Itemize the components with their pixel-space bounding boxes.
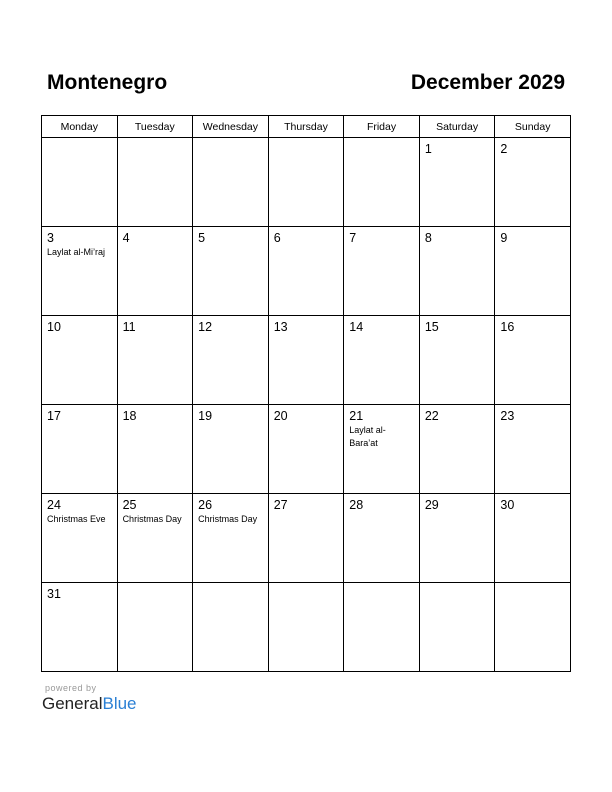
week-row <box>42 494 571 583</box>
day-number: 28 <box>349 498 364 512</box>
day-cell <box>419 227 495 316</box>
day-number: 19 <box>198 409 213 423</box>
day-cell <box>495 138 571 227</box>
day-cell <box>117 316 193 405</box>
day-cell <box>344 316 420 405</box>
day-number: 6 <box>273 231 281 245</box>
weekday-header-row <box>42 116 571 138</box>
day-cell <box>419 583 495 672</box>
day-number: 23 <box>500 409 515 423</box>
day-cell <box>193 583 269 672</box>
day-cell <box>419 494 495 583</box>
day-cell <box>268 583 344 672</box>
day-number: 15 <box>424 320 439 334</box>
day-cell <box>495 227 571 316</box>
day-cell <box>117 405 193 494</box>
day-number: 14 <box>349 320 364 334</box>
day-number: 2 <box>500 142 508 156</box>
day-cell <box>193 494 269 583</box>
day-cell <box>419 405 495 494</box>
day-number: 21 <box>349 409 364 423</box>
day-number: 26 <box>198 498 213 512</box>
day-number: 22 <box>424 409 439 423</box>
day-number: 13 <box>273 320 288 334</box>
weekday-header: Thursday <box>268 116 344 138</box>
weekday-header: Monday <box>42 116 118 138</box>
week-row <box>42 405 571 494</box>
day-number: 10 <box>47 320 61 334</box>
day-number: 20 <box>273 409 288 423</box>
day-number: 16 <box>500 320 515 334</box>
day-number: 12 <box>198 320 213 334</box>
day-cell <box>117 138 193 227</box>
day-cell <box>193 227 269 316</box>
day-number: 9 <box>500 231 508 245</box>
day-cell <box>344 405 420 494</box>
day-cell <box>42 494 118 583</box>
day-cell <box>117 227 193 316</box>
day-cell <box>268 316 344 405</box>
day-cell <box>42 227 118 316</box>
day-cell <box>42 138 118 227</box>
weekday-header: Sunday <box>495 116 571 138</box>
weekday-header: Tuesday <box>117 116 193 138</box>
day-cell <box>268 405 344 494</box>
day-number: 17 <box>47 409 61 423</box>
week-row <box>42 227 571 316</box>
day-cell <box>419 138 495 227</box>
day-cell <box>495 494 571 583</box>
week-row <box>42 583 571 672</box>
weekday-header: Friday <box>344 116 420 138</box>
day-cell <box>495 583 571 672</box>
brand-blue-text: Blue <box>102 694 137 713</box>
week-row <box>42 138 571 227</box>
day-number: 5 <box>198 231 206 245</box>
day-number: 11 <box>122 320 136 334</box>
holiday-label: Laylat al-Bara’at <box>349 425 386 448</box>
day-cell <box>344 494 420 583</box>
day-cell <box>344 138 420 227</box>
day-cell <box>495 405 571 494</box>
day-cell <box>117 583 193 672</box>
day-cell <box>495 316 571 405</box>
day-cell <box>419 316 495 405</box>
brand-general-text: General <box>42 694 103 713</box>
day-cell <box>42 405 118 494</box>
day-number: 30 <box>500 498 515 512</box>
day-number: 7 <box>349 231 357 245</box>
day-number: 1 <box>424 142 432 156</box>
day-number: 25 <box>122 498 137 512</box>
day-number: 27 <box>273 498 288 512</box>
day-number: 4 <box>122 231 130 245</box>
day-number: 3 <box>47 231 54 245</box>
holiday-label: Christmas Day <box>122 514 182 524</box>
country-title: Montenegro <box>47 71 168 94</box>
day-cell <box>344 583 420 672</box>
day-number: 24 <box>47 498 61 512</box>
day-cell <box>268 138 344 227</box>
weekday-header: Wednesday <box>193 116 269 138</box>
day-number: 29 <box>424 498 439 512</box>
day-number: 8 <box>424 231 432 245</box>
powered-by-text: powered by <box>45 683 97 693</box>
holiday-label: Christmas Day <box>198 514 258 524</box>
weekday-header: Saturday <box>419 116 495 138</box>
day-cell <box>42 583 118 672</box>
day-number: 31 <box>47 587 61 601</box>
day-cell <box>268 227 344 316</box>
day-number: 18 <box>122 409 137 423</box>
week-row <box>42 316 571 405</box>
day-cell <box>193 405 269 494</box>
day-cell <box>268 494 344 583</box>
day-cell <box>193 316 269 405</box>
month-title: December 2029 <box>410 71 565 94</box>
day-cell <box>42 316 118 405</box>
holiday-label: Christmas Eve <box>47 514 106 524</box>
day-cell <box>344 227 420 316</box>
day-cell <box>193 138 269 227</box>
calendar-grid <box>41 115 571 672</box>
generalblue-logo[interactable] <box>42 694 137 714</box>
day-cell <box>117 494 193 583</box>
holiday-label: Laylat al-Mi’raj <box>47 247 106 257</box>
